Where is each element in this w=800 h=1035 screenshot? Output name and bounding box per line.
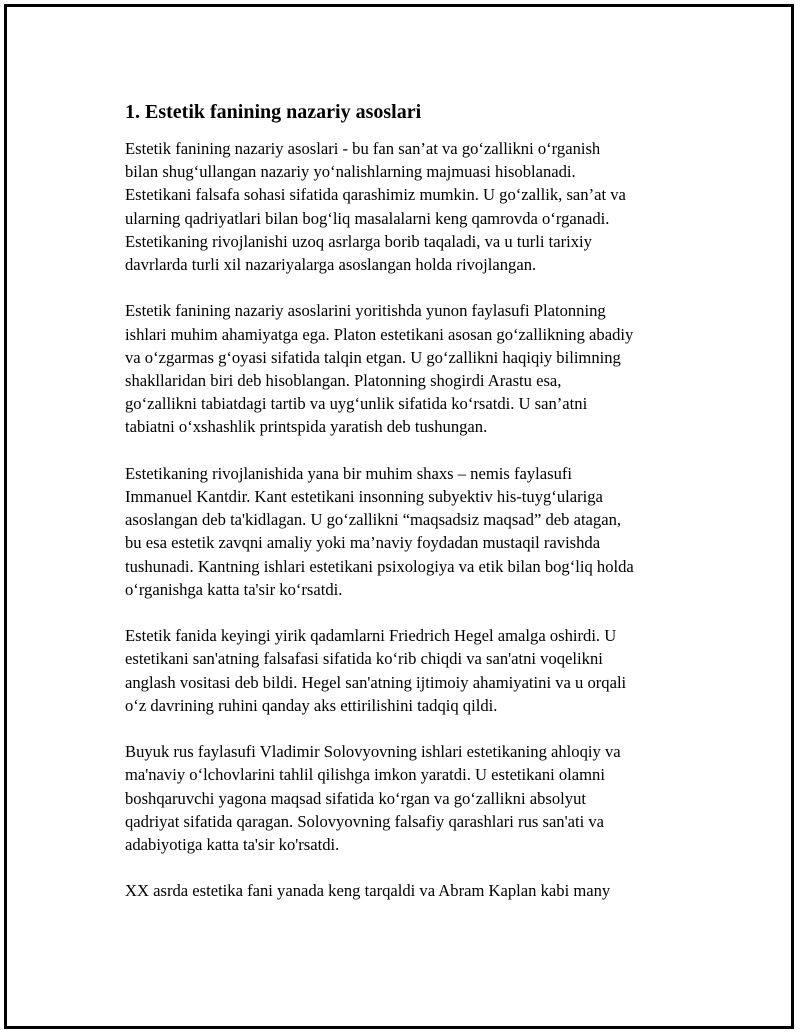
paragraph-line: va o‘zgarmas g‘oyasi sifatida talqin etgan. U go‘zallikni haqiqiy bilimning <box>125 347 621 367</box>
paragraph-line: adabiyotiga katta ta'sir ko'rsatdi. <box>125 835 340 855</box>
paragraph-4 <box>125 624 705 717</box>
paragraph-line: boshqaruvchi yagona maqsad sifatida ko‘rgan va go‘zallikni absolyut <box>125 788 586 808</box>
paragraph-line: Immanuel Kantdir. Kant estetikani insonning subyektiv his-tuyg‘ulariga <box>125 487 603 507</box>
paragraph-line: XX asrda estetika fani yanada keng tarqaldi va Abram Kaplan kabi many <box>125 881 611 901</box>
document-body <box>125 99 705 926</box>
paragraph-line: tushunadi. Kantning ishlari estetikani psixologiya va etik bilan bog‘liq holda <box>125 556 634 576</box>
paragraph-line: asoslangan deb ta'kidlagan. U go‘zallikni “maqsadsiz maqsad” deb atagan, <box>125 510 622 530</box>
section-heading: 1. Estetik fanining nazariy asoslari <box>125 101 422 123</box>
paragraph-line: ma'naviy o‘lchovlarini tahlil qilishga imkon yaratdi. U estetikani olamni <box>125 765 605 785</box>
paragraph-3 <box>125 462 705 601</box>
paragraph-line: estetikani san'atning falsafasi sifatida ko‘rib chiqdi va san'atni voqelikni <box>125 649 603 669</box>
paragraph-line: qadriyat sifatida qaragan. Solovyovning falsafiy qarashlari rus san'ati va <box>125 811 604 831</box>
paragraph-line: shakllaridan biri deb hisoblangan. Platonning shogirdi Arastu esa, <box>125 371 562 391</box>
paragraph-line: ishlari muhim ahamiyatga ega. Platon estetikani asosan go‘zallikning abadiy <box>125 324 634 344</box>
paragraph-line: bu esa estetik zavqni amaliy yoki ma’naviy foydadan mustaqil ravishda <box>125 533 601 553</box>
paragraph-6 <box>125 879 705 902</box>
paragraph-line: ularning qadriyatlari bilan bog‘liq masalalarni keng qamrovda o‘rganadi. <box>125 208 610 228</box>
page-frame <box>4 4 794 1029</box>
paragraph-line: Estetikaning rivojlanishi uzoq asrlarga borib taqaladi, va u turli tarixiy <box>125 231 592 251</box>
paragraph-line: tabiatni o‘xshashlik printspida yaratish deb tushungan. <box>125 417 488 437</box>
paragraph-line: Estetikani falsafa sohasi sifatida qarashimiz mumkin. U go‘zallik, san’at va <box>125 185 626 205</box>
paragraph-line: o‘z davrining ruhini qanday aks ettirilishini tadqiq qildi. <box>125 695 498 715</box>
paragraph-line: Buyuk rus faylasufi Vladimir Solovyovning ishlari estetikaning ahloqiy va <box>125 742 621 762</box>
paragraph-line: bilan shug‘ullangan nazariy yo‘nalishlarning majmuasi hisoblanadi. <box>125 162 576 182</box>
paragraph-line: anglash vositasi deb bildi. Hegel san'atning ijtimoiy ahamiyatini va u orqali <box>125 672 627 692</box>
paragraph-line: Estetikaning rivojlanishida yana bir muhim shaxs – nemis faylasufi <box>125 463 573 483</box>
paragraph-line: Estetik fanining nazariy asoslarini yoritishda yunon faylasufi Platonning <box>125 301 606 321</box>
paragraph-line: davrlarda turli xil nazariyalarga asoslangan holda rivojlangan. <box>125 255 537 275</box>
paragraph-2 <box>125 299 705 438</box>
paragraph-5 <box>125 740 705 856</box>
paragraph-1 <box>125 137 705 276</box>
paragraph-line: o‘rganishga katta ta'sir ko‘rsatdi. <box>125 579 343 599</box>
paragraph-line: go‘zallikni tabiatdagi tartib va uyg‘unlik sifatida ko‘rsatdi. U san’atni <box>125 394 588 414</box>
paragraph-line: Estetik fanining nazariy asoslari - bu fan san’at va go‘zallikni o‘rganish <box>125 139 601 158</box>
paragraph-line: Estetik fanida keyingi yirik qadamlarni Friedrich Hegel amalga oshirdi. U <box>125 626 617 646</box>
